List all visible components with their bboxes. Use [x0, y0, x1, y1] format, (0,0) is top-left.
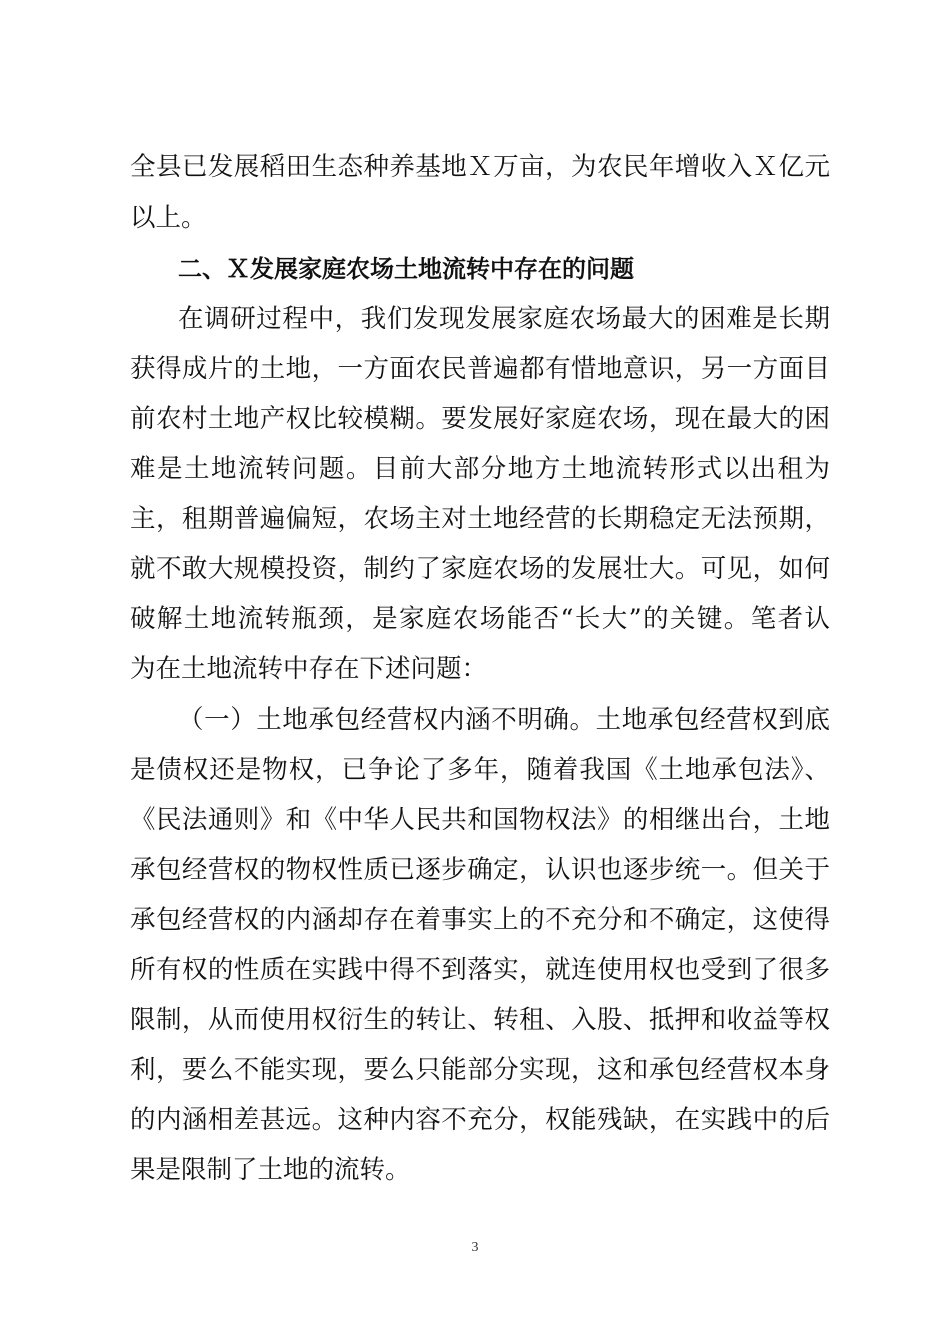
body-text-line: 的内涵相差甚远。这种内容不充分，权能残缺，在实践中的后 [130, 1105, 830, 1135]
body-text-line: 《民法通则》和《中华人民共和国物权法》的相继出台，土地 [130, 805, 830, 835]
body-text-line: 破解土地流转瓶颈，是家庭农场能否“长大”的关键。笔者认 [130, 604, 830, 634]
body-text-line: 在调研过程中，我们发现发展家庭农场最大的困难是长期 [178, 304, 830, 334]
page-number: 3 [471, 1240, 479, 1255]
body-text-line: 果是限制了土地的流转。 [130, 1155, 411, 1185]
body-text-line: 是债权还是物权，已争论了多年，随着我国《土地承包法》、 [130, 755, 830, 785]
body-text-line: 就不敢大规模投资，制约了家庭农场的发展壮大。可见，如何 [130, 554, 830, 584]
body-text-line: 为在土地流转中存在下述问题： [130, 654, 488, 684]
section-heading: 二、Ｘ发展家庭农场土地流转中存在的问题 [178, 255, 634, 283]
body-text-line: 以上。 [130, 203, 207, 233]
body-text-line: 难是土地流转问题。目前大部分地方土地流转形式以出租为 [130, 454, 830, 484]
body-text-line: 主，租期普遍偏短，农场主对土地经营的长期稳定无法预期， [130, 504, 830, 534]
body-text-line: 承包经营权的内涵却存在着事实上的不充分和不确定，这使得 [130, 905, 830, 935]
body-text-line: 获得成片的土地，一方面农民普遍都有惜地意识，另一方面目 [130, 354, 830, 384]
body-text-line: 利，要么不能实现，要么只能部分实现，这和承包经营权本身 [130, 1055, 830, 1085]
body-text-line: 前农村土地产权比较模糊。要发展好家庭农场，现在最大的困 [130, 404, 830, 434]
body-text-line: 全县已发展稻田生态种养基地Ｘ万亩，为农民年增收入Ｘ亿元 [130, 152, 830, 182]
body-text-line: 所有权的性质在实践中得不到落实，就连使用权也受到了很多 [130, 955, 830, 985]
body-text-line: 限制，从而使用权衍生的转让、转租、入股、抵押和收益等权 [130, 1005, 830, 1035]
body-text-line: 承包经营权的物权性质已逐步确定，认识也逐步统一。但关于 [130, 855, 830, 885]
subsection-paragraph-start: （一）土地承包经营权内涵不明确。土地承包经营权到底 [178, 705, 830, 735]
